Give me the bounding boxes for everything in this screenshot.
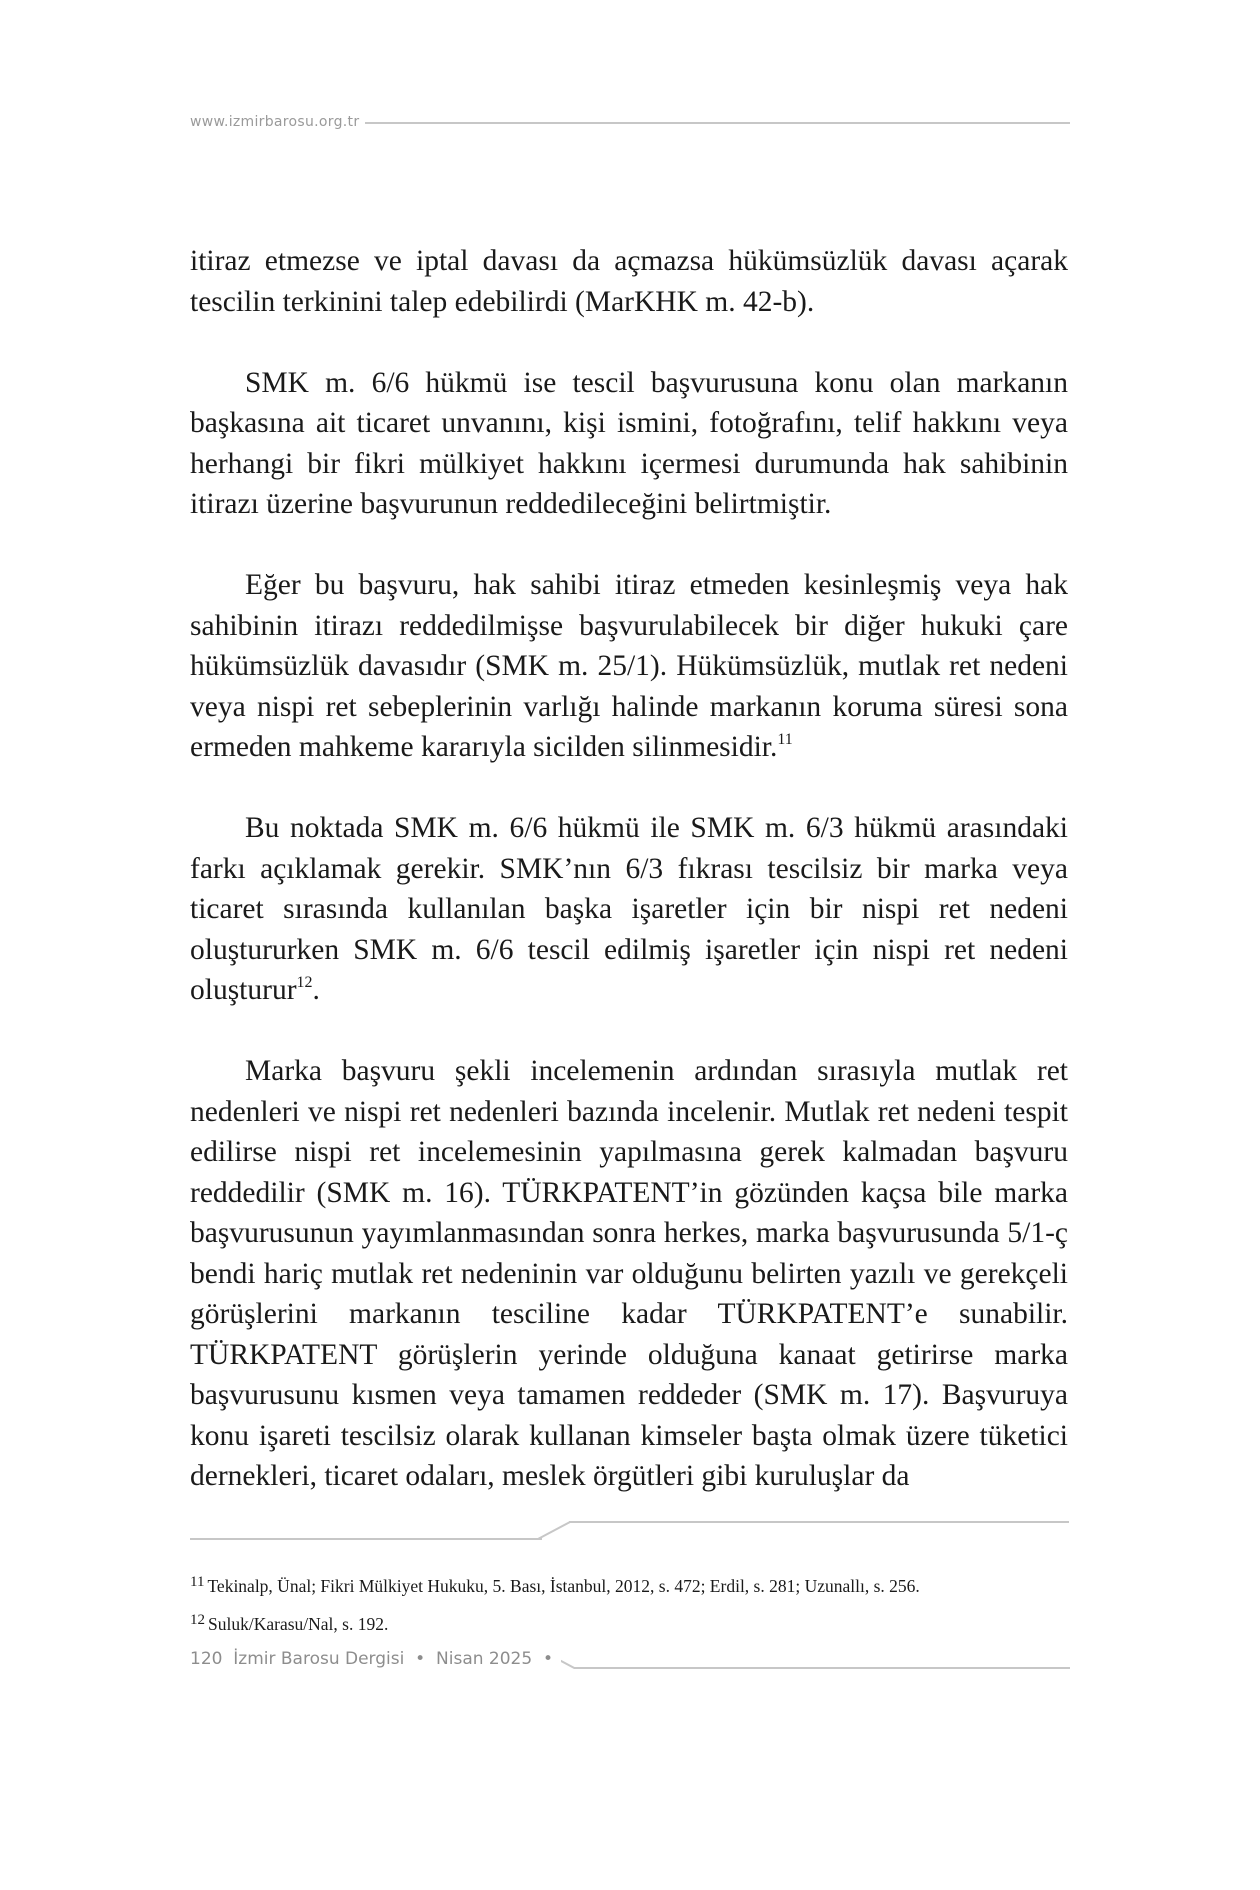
footnote: [190, 1603, 1070, 1641]
footnote-separator-right: [569, 1521, 1069, 1523]
page-footer: [190, 1646, 1070, 1676]
footnote-reference[interactable]: 11: [777, 731, 793, 748]
paragraph: SMK m. 6/6 hükmü ise tescil başvurusuna konu olan markanın başkasına ait ticaret unvanını, kişi ismini, fotoğrafını, telif hakkını veya herhangi bir fikri mülkiyet hakkını içermesi durumunda hak sahibinin itirazı üzerine başvurunun reddedileceğini belirtmiştir.: [190, 366, 1068, 520]
footnote: [190, 1565, 1070, 1603]
header-url: www.izmirbarosu.org.tr: [190, 112, 365, 132]
footnotes: [190, 1565, 1070, 1641]
page-number: 120: [190, 1649, 223, 1669]
paragraph: Marka başvuru şekli incelemenin ardından sırasıyla mutlak ret nedenleri ve nispi ret nedenleri bazında incelenir. Mutlak ret nedeni tespit edilirse nispi ret incelemesinin yapılmasına gerek kalmadan başvuru reddedilir (SMK m. 16). TÜRKPATENT’in gözünden kaçsa bile marka başvurusunun yayımlanmasından sonra herkes, marka başvurusunda 5/1-ç bendi hariç mutlak ret nedeninin var olduğunu belirten yazılı ve gerekçeli görüşlerini markanın tesciline kadar TÜRKPATENT’e sunabilir. TÜRKPATENT görüşlerin yerinde olduğuna kanaat getirirse marka başvurusunu kısmen veya tamamen reddeder (SMK m. 17). Başvuruya konu işareti tescilsiz olarak kullanan kimseler başta olmak üzere tüketici dernekleri, ticaret odaları, meslek örgütleri gibi kuruluşlar da: [190, 1055, 1068, 1492]
bullet-separator: •: [415, 1649, 426, 1669]
footnote-separator: [190, 1538, 542, 1540]
footnote-number: 12: [190, 1612, 205, 1628]
page-header: [190, 112, 1070, 136]
footnote-text: Tekinalp, Ünal; Fikri Mülkiyet Hukuku, 5. Bası, İstanbul, 2012, s. 472; Erdil, s. 281; Uzunallı, s. 256.: [207, 1576, 920, 1596]
bullet-separator: •: [542, 1649, 554, 1669]
footnote-reference[interactable]: 12: [296, 974, 313, 991]
journal-name: İzmir Barosu Dergisi: [233, 1649, 405, 1669]
footer-rule: [574, 1667, 1070, 1669]
body-text: [190, 241, 1068, 1537]
footer-text: [190, 1646, 561, 1672]
paragraph: itiraz etmezse ve iptal davası da açmazsa hükümsüzlük davası açarak tescilin terkinini talep edebilirdi (MarKHK m. 42-b).: [190, 245, 1068, 318]
paragraph: Bu noktada SMK m. 6/6 hükmü ile SMK m. 6/3 hükmü arasındaki farkı açıklamak gerekir. SMK’nın 6/3 fıkrası tescilsiz bir marka veya ticaret sırasında kullanılan başka işaretler için bir nispi ret nedeni oluştururken SMK m. 6/6 tescil edilmiş işaretler için nispi ret nedeni oluşturur$^{12}$.: [190, 812, 1068, 1006]
footnote-text: Suluk/Karasu/Nal, s. 192.: [208, 1614, 389, 1634]
paragraph: Eğer bu başvuru, hak sahibi itiraz etmeden kesinleşmiş veya hak sahibinin itirazı reddedilmişse başvurulabilecek bir diğer hukuki çare hükümsüzlük davasıdır (SMK m. 25/1). Hükümsüzlük, mutlak ret nedeni veya nispi ret sebeplerinin varlığı halinde markanın koruma süresi sona ermeden mahkeme kararıyla sicilden silinmesidir.$^{11}$: [190, 569, 1068, 763]
footnote-number: 11: [190, 1574, 205, 1590]
issue-date: Nisan 2025: [436, 1649, 533, 1669]
